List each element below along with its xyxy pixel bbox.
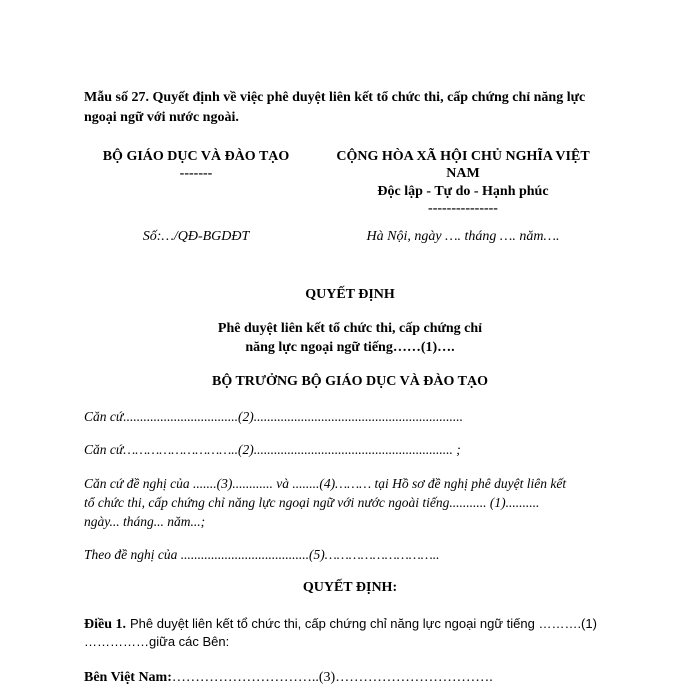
article-1-label: Điều 1. xyxy=(84,617,126,632)
issuing-authority: BỘ TRƯỞNG BỘ GIÁO DỤC VÀ ĐÀO TẠO xyxy=(211,374,488,389)
place-date: Hà Nội, ngày …. tháng …. năm…. xyxy=(366,229,560,244)
basis-line-1: Căn cứ..................................(2).............................................................. xyxy=(84,409,463,424)
republic-motto: Độc lập - Tự do - Hạnh phúc xyxy=(377,184,549,199)
document-subtitle-line1: Phê duyệt liên kết tổ chức thi, cấp chứng chỉ xyxy=(217,321,483,336)
form-heading-line2: ngoại ngữ với nước ngoài. xyxy=(84,110,239,125)
decision-heading: QUYẾT ĐỊNH: xyxy=(302,580,398,595)
basis-line-3a: Căn cứ đề nghị của .......(3)............ và ........(4)……… tại Hồ sơ đề nghị phê duyệt liên kết xyxy=(84,476,567,491)
article-1-line2: ……………giữa các Bên: xyxy=(84,634,230,649)
ministry-rule: ------- xyxy=(179,166,213,181)
form-heading-line1: Mẫu số 27. Quyết định về việc phê duyệt liên kết tổ chức thi, cấp chứng chỉ năng lực xyxy=(84,90,586,105)
republic-name-line2: NAM xyxy=(446,166,480,181)
document-subtitle-line2: năng lực ngoại ngữ tiếng……(1)…. xyxy=(245,340,455,355)
article-1-line1 xyxy=(84,615,597,633)
party-vietnam xyxy=(84,668,493,686)
basis-line-3c: ngày... tháng... năm...; xyxy=(84,514,206,529)
article-1-text: Phê duyệt liên kết tổ chức thi, cấp chứng chỉ năng lực ngoại ngữ tiếng ……….(1) xyxy=(130,616,597,631)
basis-line-3b: tổ chức thi, cấp chứng chỉ năng lực ngoại ngữ với nước ngoài tiếng........... (1).......... xyxy=(84,495,540,510)
document-title: QUYẾT ĐỊNH xyxy=(305,287,395,302)
republic-name-line1: CỘNG HÒA XÃ HỘI CHỦ NGHĨA VIỆT xyxy=(336,149,590,164)
basis-line-2: Căn cứ………………………..(2)........................................................... ; xyxy=(84,442,461,457)
basis-line-4: Theo đề nghị của ......................................(5)……………………….. xyxy=(84,547,440,562)
republic-rule: --------------- xyxy=(428,201,498,216)
party-vietnam-label: Bên Việt Nam: xyxy=(84,670,172,685)
ministry-name: BỘ GIÁO DỤC VÀ ĐÀO TẠO xyxy=(102,149,290,164)
document-number: Số:…/QĐ-BGDĐT xyxy=(142,229,250,244)
party-vietnam-text: …………………………..(3)……………………………. xyxy=(171,670,493,685)
